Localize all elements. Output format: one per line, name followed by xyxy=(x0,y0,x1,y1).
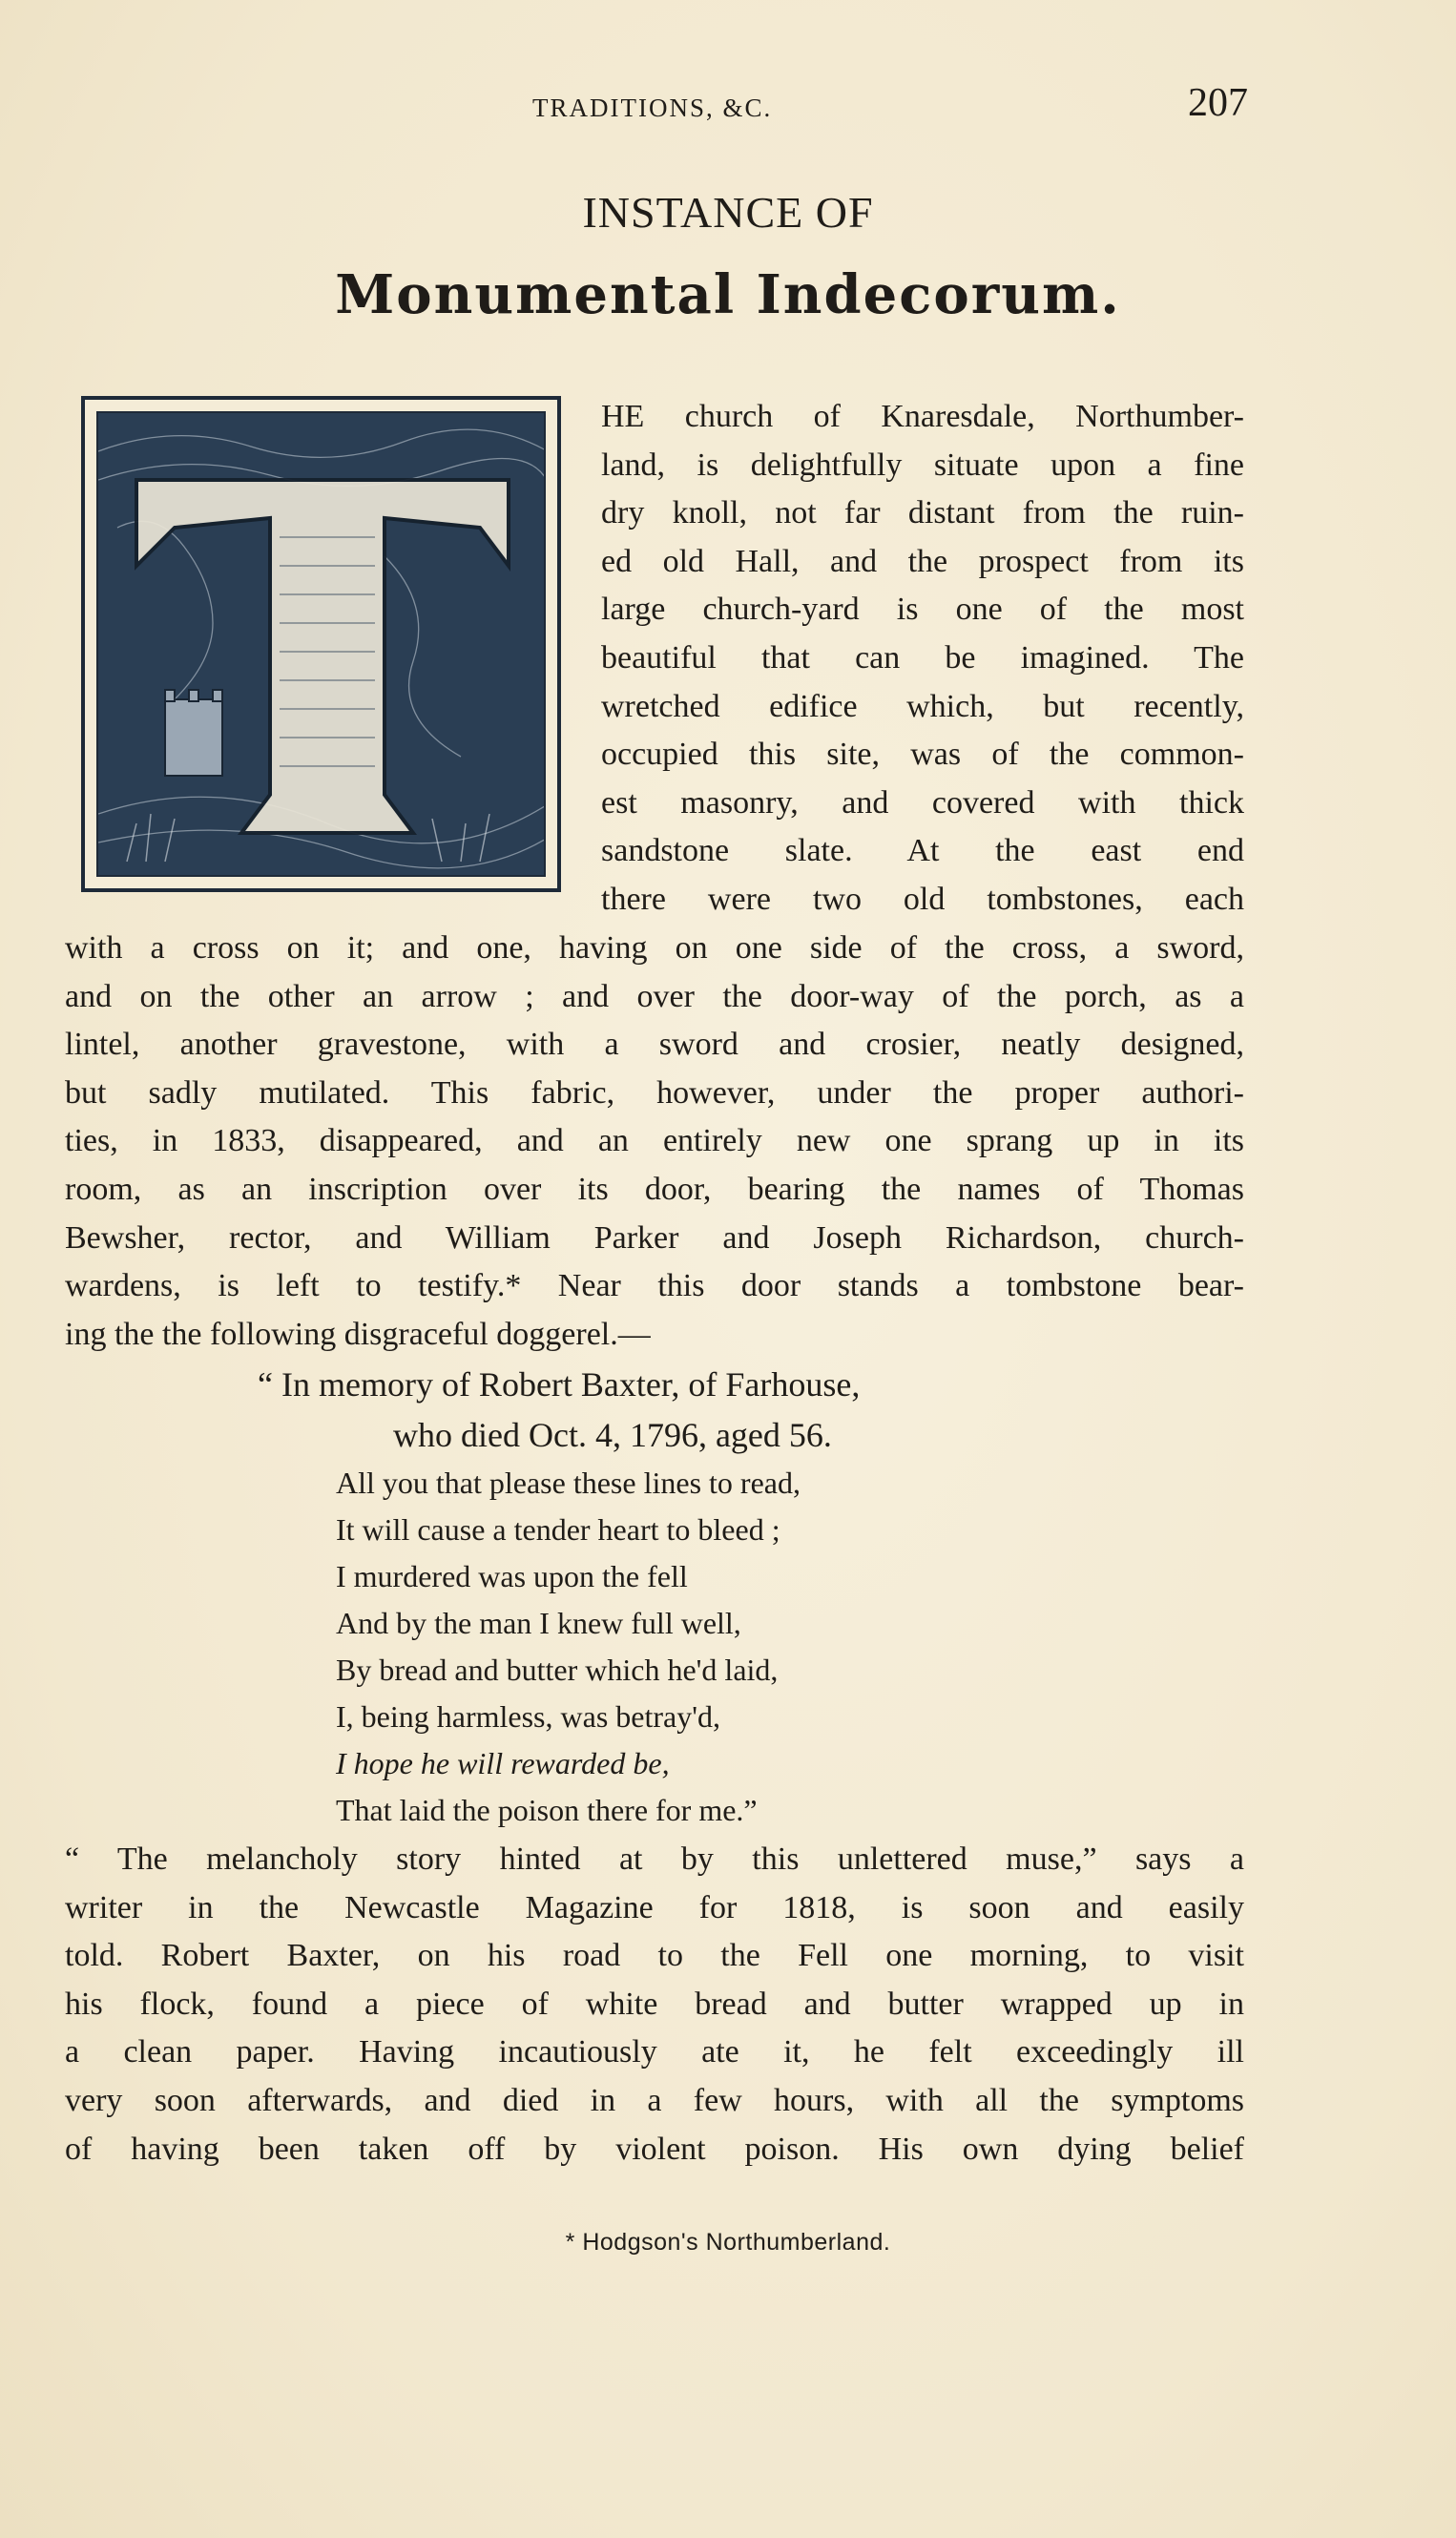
epitaph-verse: I hope he will rewarded be, xyxy=(336,1746,670,1780)
epitaph-verse: I murdered was upon the fell xyxy=(336,1559,688,1593)
epitaph-intro-line: “ In memory of Robert Baxter, of Farhouse, xyxy=(258,1365,861,1404)
footnote: * Hodgson's Northumberland. xyxy=(565,2229,891,2256)
dropcap-illustration xyxy=(81,396,561,892)
epitaph-verse: By bread and butter which he'd laid, xyxy=(336,1653,779,1687)
text-line: ing the the following disgraceful doggerel.— xyxy=(65,1316,651,1352)
epitaph-verse: It will cause a tender heart to bleed ; xyxy=(336,1512,780,1547)
opening-paragraph-wrapped xyxy=(601,393,1244,925)
text-line: Bewsher, rector, and William Parker and Joseph Richardson, church- xyxy=(65,1219,1244,1256)
epitaph-verse: And by the man I knew full well, xyxy=(336,1606,741,1640)
section-title: INSTANCE OF xyxy=(582,188,874,237)
text-line: land, is delightfully situate upon a fine xyxy=(601,447,1244,483)
epitaph-verse: That laid the poison there for me.” xyxy=(336,1793,758,1827)
opening-paragraph-continued xyxy=(65,925,1244,1359)
epitaph-verse: All you that please these lines to read, xyxy=(336,1466,801,1500)
epitaph-verse: I, being harmless, was betray'd, xyxy=(336,1699,720,1734)
text-line: “ The melancholy story hinted at by this unlettered muse,” says a xyxy=(65,1841,1244,1877)
text-line: his flock, found a piece of white bread and butter wrapped up in xyxy=(65,1986,1244,2022)
epitaph-intro-line: who died Oct. 4, 1796, aged 56. xyxy=(393,1416,832,1454)
text-line: est masonry, and covered with thick xyxy=(601,784,1244,821)
text-line: there were two old tombstones, each xyxy=(601,881,1244,917)
running-head: TRADITIONS, &C. xyxy=(532,94,773,122)
text-line: HE church of Knaresdale, Northumber- xyxy=(601,399,1244,434)
dropcap-engraving-icon xyxy=(98,413,546,877)
section-subtitle: Monumental Indecorum. xyxy=(335,263,1121,326)
text-line: and on the other an arrow ; and over the door-way of the porch, as a xyxy=(65,978,1244,1014)
text-line: writer in the Newcastle Magazine for 1818, is soon and easily xyxy=(65,1889,1244,1925)
engraved-scene xyxy=(96,411,546,877)
text-line: very soon afterwards, and died in a few hours, with all the symptoms xyxy=(65,2082,1244,2118)
text-line: room, as an inscription over its door, bearing the names of Thomas xyxy=(65,1171,1244,1207)
text-line: lintel, another gravestone, with a sword and crosier, neatly designed, xyxy=(65,1027,1244,1063)
text-line: told. Robert Baxter, on his road to the Fell one morning, to visit xyxy=(65,1938,1244,1974)
text-line: wretched edifice which, but recently, xyxy=(601,688,1244,724)
page-header xyxy=(65,80,1248,137)
text-line: beautiful that can be imagined. The xyxy=(601,639,1244,676)
text-line: sandstone slate. At the east end xyxy=(601,833,1244,869)
text-line: ties, in 1833, disappeared, and an entirely new one sprang up in its xyxy=(65,1123,1244,1159)
text-line: dry knoll, not far distant from the ruin- xyxy=(601,495,1244,531)
text-line: ed old Hall, and the prospect from its xyxy=(601,543,1244,579)
text-line: wardens, is left to testify.* Near this door stands a tombstone bear- xyxy=(65,1268,1244,1304)
text-line: of having been taken off by violent poison. His own dying belief xyxy=(65,2131,1244,2167)
page-number: 207 xyxy=(1188,81,1248,125)
text-line: but sadly mutilated. This fabric, however, under the proper authori- xyxy=(65,1074,1244,1111)
text-line: large church-yard is one of the most xyxy=(601,592,1244,628)
text-line: a clean paper. Having incautiously ate it, he felt exceedingly ill xyxy=(65,2034,1244,2070)
text-line: with a cross on it; and one, having on one side of the cross, a sword, xyxy=(65,930,1244,966)
text-line: occupied this site, was of the common- xyxy=(601,737,1244,773)
closing-paragraph xyxy=(65,1836,1244,2174)
